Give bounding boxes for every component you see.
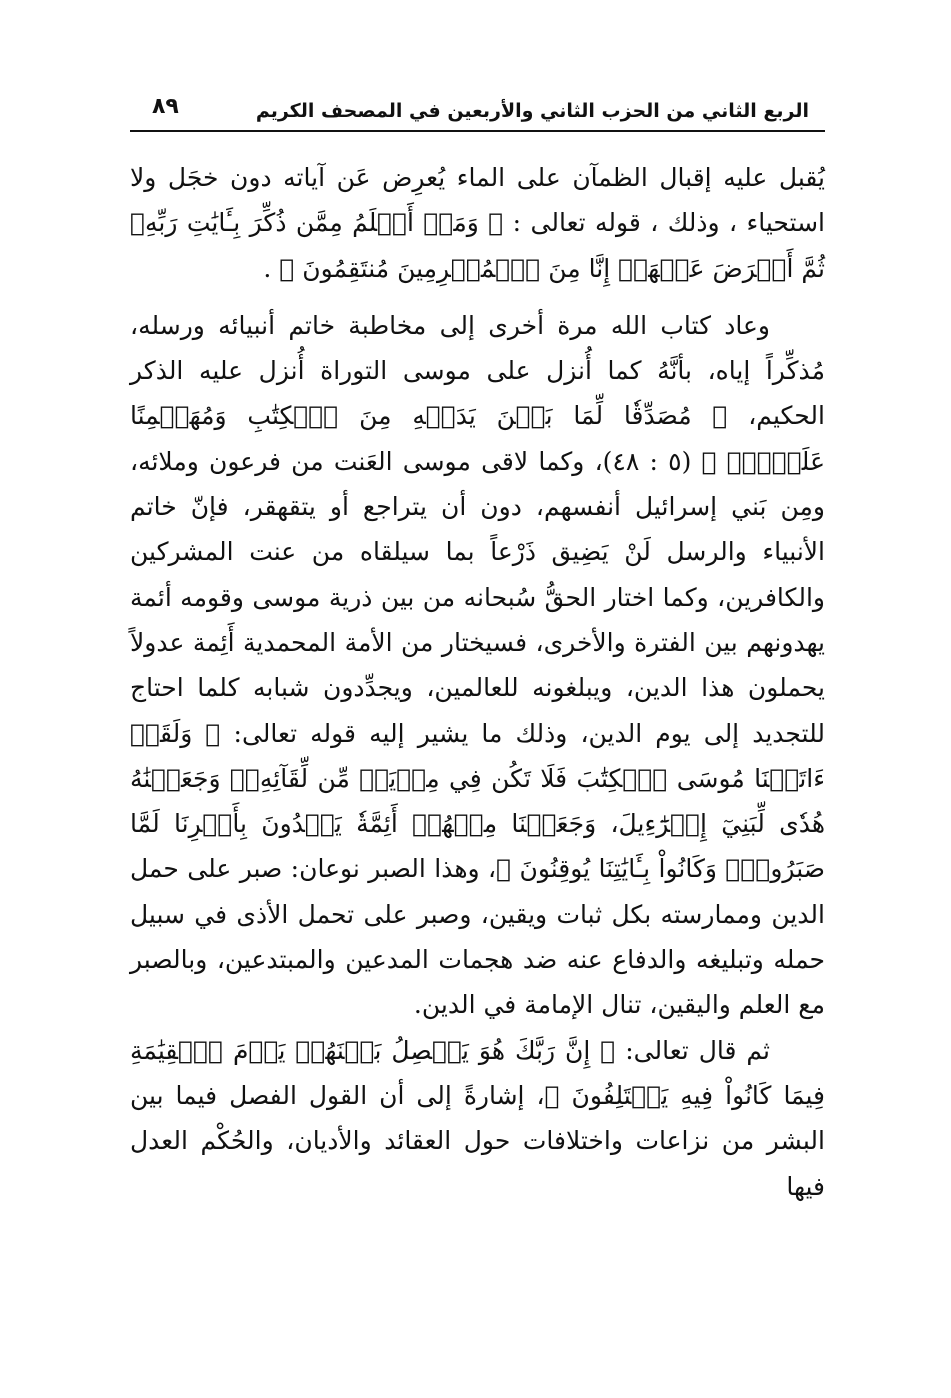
header-rule: [130, 130, 825, 132]
paragraph-3-text-2: ، إشارةً إلى أن القول الفصل فيما بين البشر من نزاعات واختلافات حول العقائد والأديان، والحُكْم العدل فيها: [130, 1080, 825, 1201]
running-title: الربع الثاني من الحزب الثاني والأربعين في المصحف الكريم: [255, 100, 809, 122]
paragraph-3: [130, 1028, 825, 1209]
paragraph-2: [130, 303, 825, 1028]
paragraph-1-text-1: يُقبل عليه إقبال الظمآن على الماء يُعرِض عَن آياته دون خجَل ولا استحياء ، وذلك ، قوله تعالى :: [130, 163, 825, 238]
paragraph-2-text-2: (٥ : ٤٨)، وكما لاقى موسى العَنت من فرعون وملائه، ومِن بَني إسرائيل أنفسهم، دون أن يتراجع أو يتقهقر، فإنّ خاتم الأنبياء والرسل لَنْ يَضِيق ذَرْعاً بما سيلقاه من عنت المشركين والكافرين، وكما اختار الحقُّ سُبحانه من بين ذرية موسى وقومه أئمة يهدونهم بين الفترة والأخرى، فسيختار من الأمة المحمدية أَئِمة عدولاً يحملون هذا الدين، ويبلغونه للعالمين، ويجدِّدون شبابه كلما احتاج للتجديد إلى يوم الدين، وذلك ما يشير إليه قوله تعالى:: [130, 446, 825, 748]
paragraph-1: [130, 155, 825, 291]
paragraph-2-text-1: وعاد كتاب الله مرة أخرى إلى مخاطبة خاتم أنبيائه ورسله، مُذكِّراً إياه، بأنَّهُ كما أُنزل على موسى التوراة أُنزل عليه الذكر الحكيم،: [130, 310, 825, 431]
quran-verse-4: ﴿ إِنَّ رَبَّكَ هُوَ يَفۡصِلُ بَيۡنَهُمۡ يَوۡمَ ٱلۡقِيَٰمَةِ فِيمَا كَانُواْ فِيهِ يَخۡتَلِفُونَ ﴾: [130, 1035, 826, 1110]
quran-verse-3: ﴿ وَلَقَدۡ ءَاتَيۡنَا مُوسَى ٱلۡكِتَٰبَ فَلَا تَكُن فِي مِرۡيَةٖ مِّن لِّقَآئِهِۦۖ وَجَعَلۡنَٰهُ هُدٗى لِّبَنِيٓ إِسۡرَٰٓءِيلَ، وَجَعَلۡنَا مِنۡهُمۡ أَئِمَّةٗ يَهۡدُونَ بِأَمۡرِنَا لَمَّا صَبَرُواْۖ وَكَانُواْ بِـَٔايَٰتِنَا يُوقِنُونَ ﴾: [130, 718, 825, 884]
page-header: [130, 88, 825, 132]
paragraph-3-text-1: ثم قال تعالى:: [615, 1035, 770, 1065]
quran-verse-1: ﴿ وَمَنۡ أَظۡلَمُ مِمَّن ذُكِّرَ بِـَٔايَٰتِ رَبِّهِۦ ثُمَّ أَعۡرَضَ عَنۡهَآۚ إِنَّا مِنَ ٱلۡمُجۡرِمِينَ مُنتَقِمُونَ ﴾: [130, 208, 825, 283]
paragraph-1-text-2: .: [263, 253, 280, 283]
quran-verse-2: ﴿ مُصَدِّقٗا لِّمَا بَيۡنَ يَدَيۡهِ مِنَ ٱلۡكِتَٰبِ وَمُهَيۡمِنًا عَلَيۡهِۖ ﴾: [130, 401, 825, 476]
body-text: [130, 155, 825, 1209]
paragraph-2-text-3: ، وهذا الصبر نوعان: صبر على حمل الدين وممارسته بكل ثبات ويقين، وصبر على تحمل الأذى في سبيل حمله وتبليغه والدفاع عنه ضد هجمات المدعين والمبتدعين، وبالصبر مع العلم واليقين، تنال الإمامة في الدين.: [130, 854, 825, 1020]
page-number: ٨٩: [152, 94, 179, 119]
